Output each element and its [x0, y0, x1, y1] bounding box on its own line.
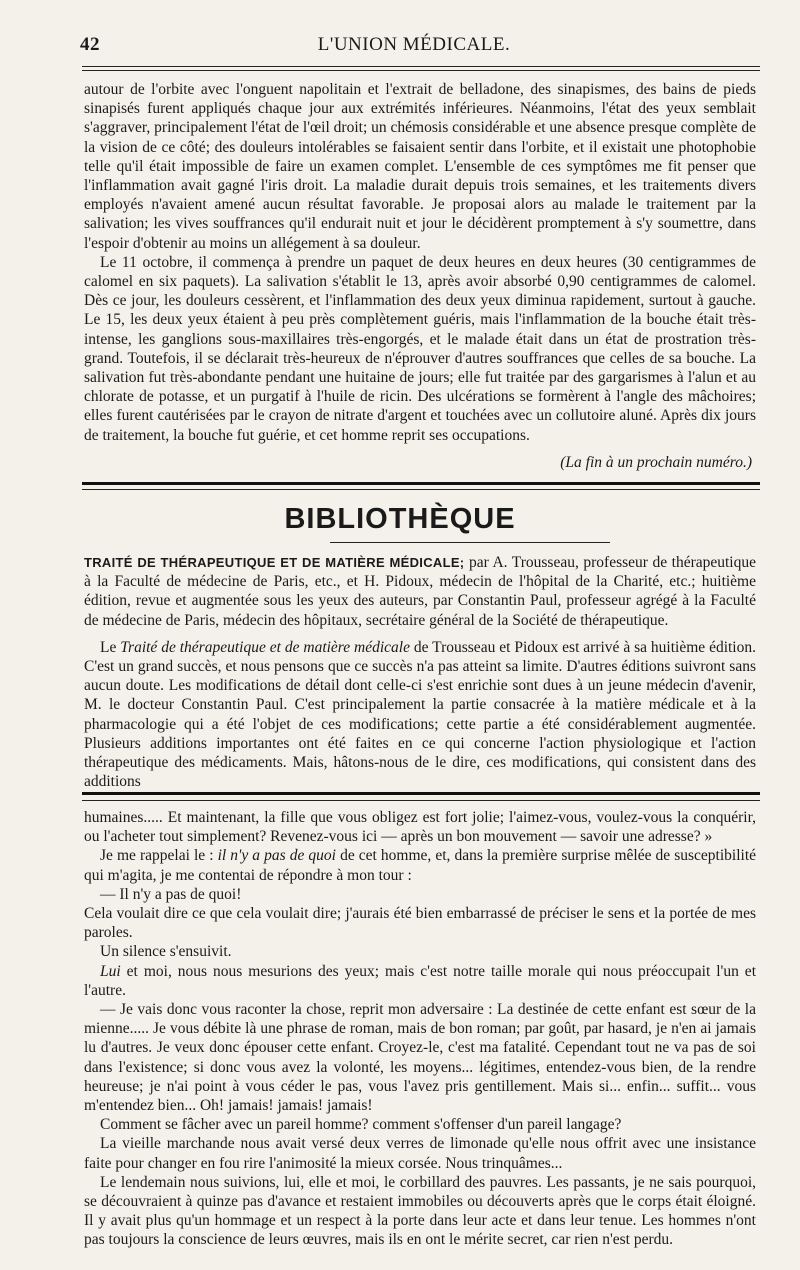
review-intro: Le — [100, 638, 117, 656]
review-text: de Trousseau et Pidoux est arrivé à sa huitième édition. C'est un grand succès, et nous pensons que ce succès n'a pas atteint sa limite. D'autres éditions suivront sans aucun doute. Les modifications de détail dont celle-ci s'est enrichie sont dues à un jeune médecin d'avenir, M. le docteur Constantin Paul. C'est principalement la partie consacrée à la matière médicale et à la pharmacologie qui a été l'objet de ces modifications; cette partie a été considérablement augmentée. Plusieurs additions importantes ont été faites en ce qui concerne l'action physiologique et l'action thérapeutique des médicaments. Mais, hâtons-nous de le dire, ces modifications, qui consistent dans des additions — [84, 638, 756, 791]
section-heading: BIBLIOTHÈQUE — [284, 503, 516, 535]
story-paragraph: Un silence s'ensuivit. — [100, 943, 232, 961]
case-report-section — [84, 80, 756, 445]
to-be-continued-note: (La fin à un prochain numéro.) — [560, 454, 752, 471]
story-text: et moi, nous nous mesurions des yeux; mais c'est notre taille morale qui nous préoccupait l'un et l'autre. — [84, 962, 756, 999]
page-header — [78, 34, 750, 60]
case-paragraph: autour de l'orbite avec l'onguent napolitain et l'extrait de belladone, des sinapismes, des bains de pieds sinapisés furent appliqués chaque jour aux extrémités inférieures. Néanmoins, l'état des yeux semblait s'aggraver, principalement l'état de l'œil droit; un chémosis considérable et une absence presque complète de la vision de ce côté; des douleurs intolérables se faisaient sentir dans l'orbite, et il existait une photophobie telle qu'il était impossible de faire un examen complet. L'ensemble de ces symptômes me fit penser que l'inflammation avait gagné l'iris droit. La maladie durait depuis trois semaines, et les traitements divers employés n'avaient amené aucun résultat favorable. Je proposai alors au malade le traitement par la salivation; les vives souffrances qu'il endurait nuit et jour le décidèrent promptement à s'y soumettre, dans l'espoir d'obtenir au moins un allégement à sa douleur. — [84, 81, 756, 252]
story-paragraph: humaines..... Et maintenant, la fille que vous obligez est fort jolie; l'aimez-vous, voulez-vous la conquérir, ou l'acheter tout simplement? Revenez-vous ici — après un bon mouvement — savoir une adresse? » — [84, 809, 756, 846]
story-paragraph: Le lendemain nous suivions, lui, elle et moi, le corbillard des pauvres. Les passants, je ne sais pourquoi, se découvraient à quinze pas d'avance et restaient immobiles ou découverts après que le corps était éloigné. Il y avait plus qu'un hommage et un respect à la porte dans leur acte et dans leur tenue. Les hommes n'ont pas toujours la conscience de leurs œuvres, mais ils en ont le mérite secret, car rien n'est perdu. — [84, 1173, 756, 1249]
story-text: de cet homme, et, dans la première surprise mêlée de susceptibilité qui m'agita, je me contentai de répondre à mon tour : — [84, 847, 757, 884]
story-paragraph: Comment se fâcher avec un pareil homme? comment s'offenser d'un pareil langage? — [100, 1116, 622, 1134]
feuilleton-divider-thin — [82, 800, 760, 801]
header-rule-double — [82, 70, 760, 71]
review-paragraph — [84, 638, 756, 792]
case-paragraph: Le 11 octobre, il commença à prendre un paquet de deux heures en deux heures (30 centigrammes de calomel en six paquets). La salivation s'établit le 13, après avoir absorbé 0,90 centigrammes de calomel. Dès ce jour, les douleurs cessèrent, et l'inflammation des deux yeux diminua rapidement, surtout à gauche. Le 15, les deux yeux étaient à peu près complètement guéris, mais l'inflammation de la bouche était très-intense, les ganglions sous-maxillaires très-engorgés, et le malade était dans un état de prostration très-grand. Toutefois, il se déclarait très-heureux de n'éprouver d'autres souffrances que celles de sa bouche. La salivation fut très-abondante pendant une huitaine de jours; elle fut traitée par des gargarismes à l'alun et au chlorate de potasse, et un purgatif à l'huile de ricin. Des ulcérations se formèrent à l'angle des mâchoires; elles furent cautérisées par le crayon de nitrate d'argent et touchées avec un collutoire aluné. Après dix jours de traitement, la bouche fut guérie, et cet homme reprit ses occupations. — [84, 253, 756, 444]
book-title: TRAITÉ DE THÉRAPEUTIQUE ET DE MATIÈRE MÉDICALE; — [84, 555, 465, 570]
story-text: Lui — [100, 962, 121, 980]
journal-title: L'UNION MÉDICALE. — [317, 34, 511, 55]
story-paragraph: — Je vais donc vous raconter la chose, reprit mon adversaire : La destinée de cette enfant est sœur de la mienne..... Je vous débite là une phrase de roman, mais de bon roman; par goût, par hasard, je n'en ai jamais lu d'autres. Je veux donc épouser cette enfant. Croyez-le, c'est ma fatalité. Cependant tout ne va pas de soi dans l'existence; si donc vous avez la volonté, les moyens... légitimes, entendez-vous bien, de la rendre heureuse; je n'ai point à vous céder le pas, vous l'avez pris gentillement. Mais si... enfin... suffit... vous m'entendez bien... Oh! jamais! jamais! jamais! — [84, 1001, 756, 1115]
story-text: Je me rappelai le : — [100, 847, 214, 865]
story-paragraph — [84, 962, 756, 1000]
story-paragraph: La vieille marchande nous avait versé deux verres de limonade qu'elle nous offrit avec une insistance faite pour changer en fou rire l'animosité la mieux corsée. Nous trinquâmes... — [84, 1135, 756, 1172]
section-divider-thin — [82, 489, 760, 490]
header-rule — [82, 66, 760, 67]
section-divider — [82, 482, 760, 485]
bibliotheque-section — [84, 553, 756, 791]
book-authors: par A. Trousseau, professeur de thérapeutique à la Faculté de médecine de Paris, etc., et H. Pidoux, médecin de l'hôpital de la Charité, etc.; huitième édition, revue et augmentée sous les yeux des auteurs, par Constantin Paul, professeur agrégé à la Faculté de médecine de Paris, médecin des hôpitaux, secrétaire général de la Société de thérapeutique. — [84, 554, 756, 629]
page-number: 42 — [80, 34, 100, 55]
review-work-title: Traité de thérapeutique et de matière médicale — [120, 638, 410, 656]
heading-underline — [330, 542, 610, 543]
story-quote: il n'y a pas de quoi — [217, 847, 336, 865]
feuilleton-section — [84, 808, 756, 1250]
story-paragraph — [84, 846, 756, 884]
feuilleton-divider — [82, 792, 760, 795]
book-citation — [84, 553, 756, 630]
story-paragraph: Cela voulait dire ce que cela voulait dire; j'aurais été bien embarrassé de préciser le sens et la portée de mes paroles. — [84, 905, 756, 942]
story-paragraph: — Il n'y a pas de quoi! — [100, 885, 242, 903]
